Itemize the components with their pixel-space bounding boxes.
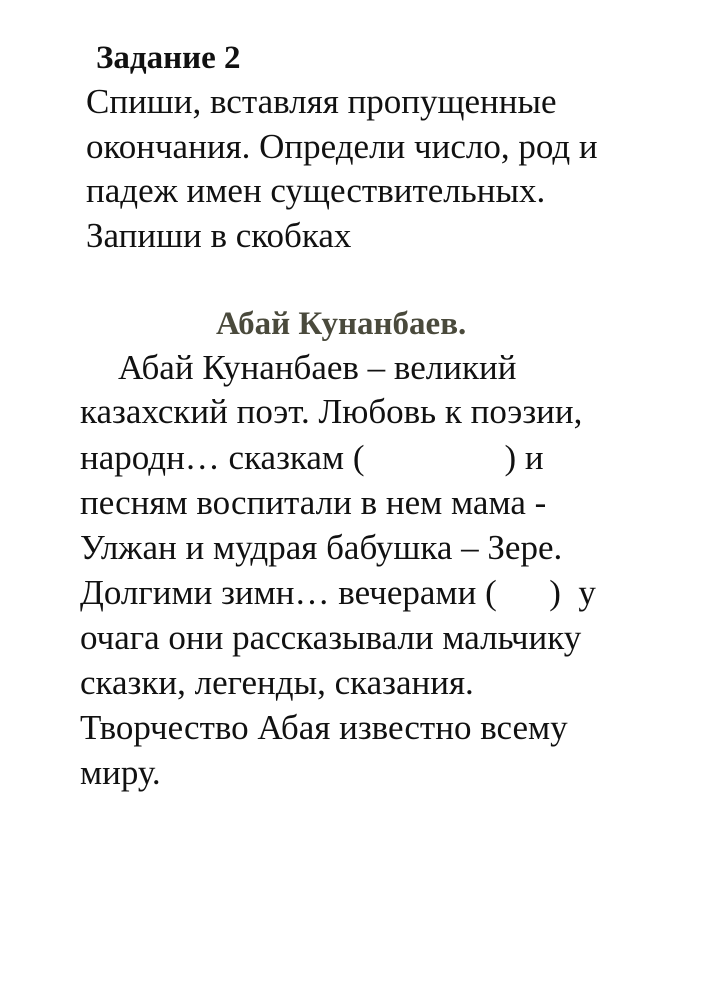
instruction-line-2: окончания. Определи число, род и [86, 127, 598, 166]
story-line-3: народн… сказкам ( ) и [80, 438, 544, 477]
story-line-7: очага они рассказывали мальчику [80, 618, 582, 657]
story-line-2: казахский поэт. Любовь к поэзии, [80, 392, 583, 431]
story-line-4: песням воспитали в нем мама - [80, 483, 547, 522]
story-line-8: сказки, легенды, сказания. [80, 663, 474, 702]
instruction-line-1: Спиши, вставляя пропущенные [86, 82, 557, 121]
instruction-line-4: Запиши в скобках [86, 216, 352, 255]
story-title: Абай Кунанбаев. [216, 306, 467, 342]
story-line-5: Улжан и мудрая бабушка – Зере. [80, 528, 563, 567]
story-line-10: миру. [80, 753, 161, 792]
story-line-6: Долгими зимн… вечерами ( ) у [80, 573, 596, 612]
story-line-1: Абай Кунанбаев – великий [118, 348, 517, 387]
story-line-9: Творчество Абая известно всему [80, 708, 568, 747]
instruction-line-3: падеж имен существительных. [86, 171, 546, 210]
task-title: Задание 2 [96, 40, 241, 76]
